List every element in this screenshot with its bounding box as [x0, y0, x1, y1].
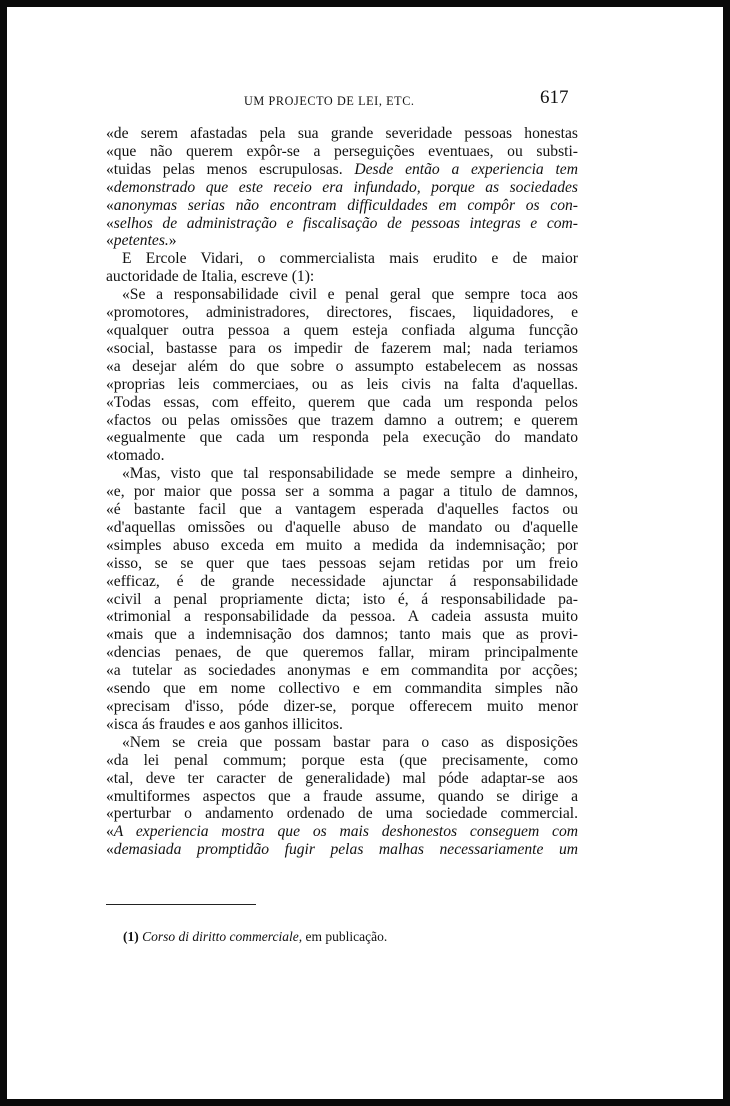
line-text: « [106, 214, 114, 232]
text-line [106, 179, 578, 197]
line-text: «Nem se creia que possam bastar para o caso as disposições [122, 733, 578, 751]
line-italic-text: anonymas serias não encontram difficuldades em compôr os con- [113, 196, 578, 214]
line-text: «social, bastasse para os impedir de fazerem mal; nada teriamos [106, 339, 578, 357]
text-line [106, 823, 578, 841]
line-text: « [106, 823, 114, 841]
text-line [106, 483, 578, 501]
line-text: «sendo que em nome collectivo e em commandita simples não [106, 680, 578, 698]
line-text: auctoridade de Italia, escreve (1): [106, 268, 315, 286]
text-line [106, 161, 578, 179]
line-italic-text: demasiada promptidão fugir pelas malhas necessariamente um [113, 841, 578, 859]
line-text: «simples abuso exceda em muito a medida da indemnisação; por [106, 536, 578, 554]
line-italic-text: A experiencia mostra que os mais deshonestos conseguem com [113, 823, 578, 841]
line-text: «a tutelar as sociedades anonymas e em commandita por acções; [106, 662, 578, 680]
text-line [106, 591, 578, 609]
text-line [106, 215, 578, 233]
line-text: «Mas, visto que tal responsabilidade se mede sempre a dinheiro, [122, 465, 578, 483]
line-text: «qualquer outra pessoa a quem esteja confiada alguma funcção [106, 321, 578, 339]
body-text [106, 125, 578, 859]
text-line [106, 805, 578, 823]
line-text: «dencias penaes, de que queremos fallar, miram principalmente [106, 644, 578, 662]
text-line [106, 573, 578, 591]
text-line [106, 429, 578, 447]
line-text: «trimonial a responsabilidade da pessoa. A cadeia assusta muito [106, 608, 578, 626]
line-text: «perturbar o andamento ordenado de uma sociedade commercial. [106, 805, 578, 823]
line-text: «da lei penal commum; porque esta (que precisamente, como [106, 751, 578, 769]
text-line [106, 412, 578, 430]
text-line [106, 143, 578, 161]
text-line [106, 644, 578, 662]
line-italic-text: selhos de administração e fiscalisação de pessoas integras e com- [113, 214, 578, 232]
line-closing-text: » [168, 232, 177, 250]
text-line [106, 322, 578, 340]
line-text: «d'aquellas omissões ou d'aquelle abuso de mandato ou d'aquelle [106, 518, 578, 536]
page-number: 617 [540, 87, 569, 108]
line-text: «civil a penal propriamente dicta; isto é, á responsabilidade pa- [106, 590, 578, 608]
footnote [123, 929, 387, 945]
running-title: UM PROJECTO DE LEI, ETC. [244, 94, 415, 108]
text-line [106, 626, 578, 644]
text-line [106, 250, 578, 268]
footnote-rest: em publicação. [302, 929, 388, 944]
line-text: «isso, se se quer que taes pessoas sejam retidas por um freio [106, 554, 578, 572]
line-text: «de serem afastadas pela sua grande severidade pessoas honestas [106, 125, 578, 142]
text-line [106, 680, 578, 698]
line-text: «egualmente que cada um responda pela execução do mandato [106, 429, 578, 447]
line-text: « [106, 232, 114, 250]
line-text: «tuidas pelas menos escrupulosas. [106, 160, 355, 178]
text-line [106, 662, 578, 680]
line-text: « [106, 178, 114, 196]
line-text: «e, por maior que possa ser a somma a pagar a titulo de damnos, [106, 483, 578, 501]
line-italic-text: Desde então a experiencia tem [354, 160, 578, 178]
line-text: «mais que a indemnisação dos damnos; tanto mais que as provi- [106, 626, 578, 644]
text-line [106, 304, 578, 322]
text-line [106, 841, 578, 859]
text-line [106, 537, 578, 555]
text-line [106, 770, 578, 788]
text-line [106, 465, 578, 483]
line-text: «proprias leis commerciaes, ou as leis civis na falta d'aquellas. [106, 375, 578, 393]
line-text: «promotores, administradores, directores, fiscaes, liquidadores, e [106, 304, 578, 322]
text-line [106, 376, 578, 394]
line-text: «multiformes aspectos que a fraude assume, quando se dirige a [106, 787, 578, 805]
line-text: «a desejar além do que sobre o assumpto estabelecem as nossas [106, 357, 578, 375]
line-text: « [106, 196, 114, 214]
text-line [106, 716, 578, 734]
text-line [106, 268, 578, 286]
text-line [106, 340, 578, 358]
line-text: «Todas essas, com effeito, querem que cada um responda pelos [106, 393, 578, 411]
line-text: «precisam d'isso, póde dizer-se, porque offerecem muito menor [106, 698, 578, 715]
text-line [106, 286, 578, 304]
line-text: «é bastante facil que a vantagem esperada d'aquelles factos ou [106, 501, 578, 519]
line-text: «factos ou pelas omissões que trazem damno a outrem; e querem [106, 411, 578, 429]
line-text: «isca ás fraudes e aos ganhos illicitos. [106, 715, 343, 733]
text-line [106, 752, 578, 770]
line-text: «efficaz, é de grande necessidade ajunctar á responsabilidade [106, 572, 578, 590]
text-line [106, 788, 578, 806]
text-line [106, 501, 578, 519]
line-italic-text: demonstrado que este receio era infundado, porque as sociedades [113, 178, 578, 196]
line-text: « [106, 841, 114, 859]
line-text: «tal, deve ter caracter de generalidade) mal póde adaptar-se aos [106, 769, 578, 787]
text-line [106, 555, 578, 573]
text-line [106, 698, 578, 716]
footnote-number: (1) [123, 929, 139, 944]
footnote-title: Corso di diritto commerciale, [142, 929, 303, 944]
line-italic-text: petentes. [113, 232, 169, 250]
text-line [106, 447, 578, 465]
text-line [106, 358, 578, 376]
line-text: E Ercole Vidari, o commercialista mais erudito e de maior [122, 250, 578, 268]
line-text: «tomado. [106, 447, 165, 465]
text-line [106, 197, 578, 215]
footnote-rule [106, 904, 256, 905]
text-line [106, 519, 578, 537]
text-line [106, 125, 578, 143]
text-line [106, 232, 578, 250]
line-text: «Se a responsabilidade civil e penal geral que sempre toca aos [122, 286, 578, 304]
text-line [106, 394, 578, 412]
text-line [106, 608, 578, 626]
line-text: «que não querem expôr-se a perseguições eventuaes, ou substi- [106, 142, 578, 160]
text-line [106, 734, 578, 752]
